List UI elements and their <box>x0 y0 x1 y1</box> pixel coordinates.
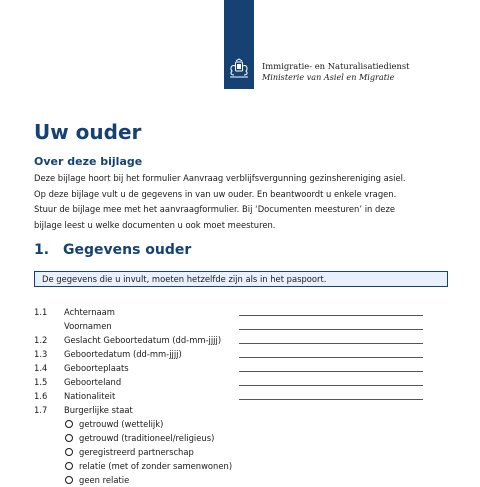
voornamen-input-line[interactable] <box>239 329 423 330</box>
field-number: 1.7 <box>34 405 48 415</box>
logo-bar <box>224 0 254 89</box>
rijkswapen-crest-icon <box>227 58 251 80</box>
field-label: Burgerlijke staat <box>64 405 133 415</box>
intro-line: Deze bijlage hoort bij het formulier Aanvraag verblijfsvergunning gezinshereniging asiel. <box>34 173 406 183</box>
field-label: Nationaliteit <box>64 391 116 401</box>
section-title: Gegevens ouder <box>63 242 192 258</box>
radio-circle-icon[interactable] <box>65 434 73 442</box>
org-name-line2: Ministerie van Asiel en Migratie <box>262 72 395 82</box>
page-subtitle: Over deze bijlage <box>34 155 143 168</box>
page-title: Uw ouder <box>34 120 142 144</box>
intro-line: Stuur de bijlage mee met het aanvraagformulier. Bij ‘Documenten meesturen’ in deze <box>34 204 396 214</box>
achternaam-input-line[interactable] <box>239 315 423 316</box>
geslacht-input-line[interactable] <box>239 343 423 344</box>
radio-circle-icon[interactable] <box>65 476 73 484</box>
field-number: 1.3 <box>34 349 48 359</box>
intro-line: Op deze bijlage vult u de gegevens in van uw ouder. En beantwoordt u enkele vragen. <box>34 188 397 199</box>
section-number: 1. <box>34 242 50 258</box>
geboorteland-input-line[interactable] <box>239 385 423 386</box>
field-row-geboortedatum <box>34 347 454 361</box>
org-name-line1: Immigratie- en Naturalisatiedienst <box>262 61 410 71</box>
field-label: Voornamen <box>64 321 112 331</box>
field-row-geslacht <box>34 333 454 347</box>
field-number: 1.2 <box>34 335 48 345</box>
radio-circle-icon[interactable] <box>65 448 73 456</box>
option-geen-relatie[interactable] <box>64 473 232 487</box>
form-fields <box>34 305 454 417</box>
field-row-nationaliteit <box>34 389 454 403</box>
nationaliteit-input-line[interactable] <box>239 399 423 400</box>
option-relatie[interactable] <box>64 459 232 473</box>
option-label: getrouwd (traditioneel/religieus) <box>79 433 215 443</box>
option-label: relatie (met of zonder samenwonen) <box>79 461 233 471</box>
option-label: geen relatie <box>79 475 130 485</box>
field-number: 1.6 <box>34 391 48 401</box>
geboorteplaats-input-line[interactable] <box>239 371 423 372</box>
field-label: Geslacht Geboortedatum (dd-mm-jjjj) <box>64 335 222 345</box>
radio-circle-icon[interactable] <box>65 420 73 428</box>
option-label: getrouwd (wettelijk) <box>79 419 164 429</box>
field-label: Geboortedatum (dd-mm-jjjj) <box>64 349 182 359</box>
option-label: geregistreerd partnerschap <box>79 447 194 457</box>
radio-circle-icon[interactable] <box>65 462 73 470</box>
civil-status-options <box>64 417 232 487</box>
field-row-voornamen <box>34 319 454 333</box>
passport-notice: De gegevens die u invult, moeten hetzelfde zijn als in het paspoort. <box>34 271 448 287</box>
field-number: 1.5 <box>34 377 48 387</box>
organization-name <box>262 61 410 83</box>
section-heading <box>34 242 191 258</box>
option-geregistreerd-partnerschap[interactable] <box>64 445 232 459</box>
field-row-burgerlijke-staat <box>34 403 454 417</box>
geboortedatum-input-line[interactable] <box>239 357 423 358</box>
field-number: 1.4 <box>34 363 48 373</box>
field-row-geboorteplaats <box>34 361 454 375</box>
field-row-geboorteland <box>34 375 454 389</box>
field-label: Achternaam <box>64 307 115 317</box>
option-getrouwd-wettelijk[interactable] <box>64 417 232 431</box>
intro-line: bijlage leest u welke documenten u ook moet meesturen. <box>34 219 276 230</box>
option-getrouwd-traditioneel[interactable] <box>64 431 232 445</box>
field-row-achternaam <box>34 305 454 319</box>
field-label: Geboorteland <box>64 377 122 387</box>
field-label: Geboorteplaats <box>64 363 129 373</box>
field-number: 1.1 <box>34 307 48 317</box>
intro-paragraph <box>34 171 444 233</box>
